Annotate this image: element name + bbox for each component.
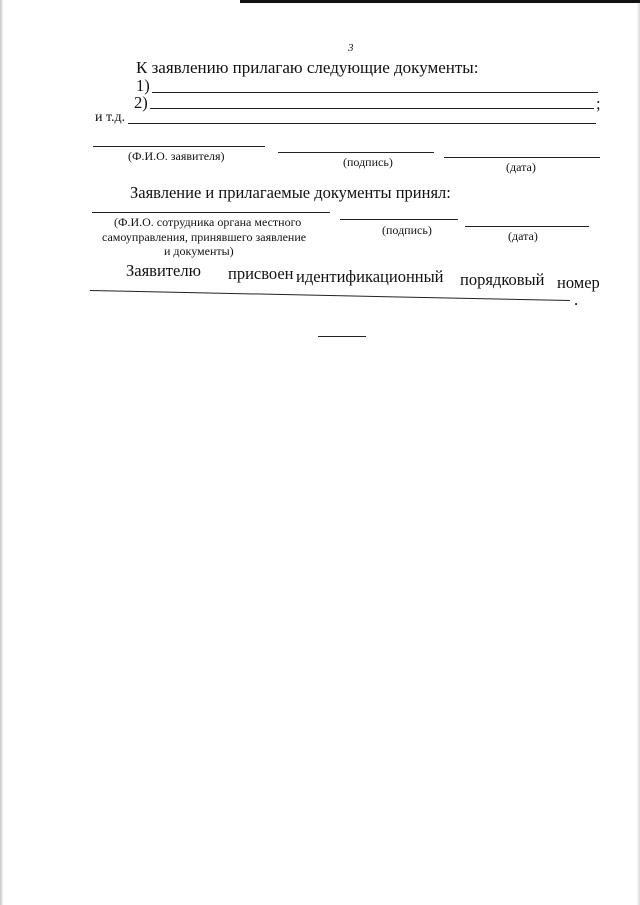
applicant-date-line — [444, 157, 600, 158]
assignment-word-3: идентификационный — [296, 267, 444, 286]
applicant-name-line — [93, 146, 265, 147]
attachments-etc: и т.д. — [95, 110, 126, 125]
attachment-item-1-line — [152, 92, 598, 93]
attachment-item-1-label: 1) — [136, 76, 150, 95]
attachment-etc-line — [128, 123, 596, 124]
official-name-line — [92, 212, 330, 213]
assignment-end-mark: . — [574, 290, 579, 309]
attachment-item-2-line — [150, 108, 594, 109]
attachment-item-2-end: ; — [596, 94, 601, 113]
applicant-signature-line — [278, 152, 434, 153]
assignment-word-2: присвоен — [228, 264, 294, 283]
attachments-heading: К заявлению прилагаю следующие документы: — [136, 58, 479, 77]
official-caption-line-2: самоуправления, принявшего заявление — [102, 230, 307, 244]
applicant-signature-caption: (подпись) — [343, 155, 393, 169]
assignment-number-line — [90, 290, 570, 301]
assignment-word-1: Заявителю — [126, 261, 201, 280]
end-separator — [318, 336, 366, 337]
official-date-line — [465, 226, 589, 227]
attachment-item-2-label: 2) — [134, 93, 148, 112]
received-heading: Заявление и прилагаемые документы принял: — [130, 183, 451, 202]
official-signature-caption: (подпись) — [382, 223, 432, 237]
applicant-name-caption: (Ф.И.О. заявителя) — [128, 149, 225, 163]
official-caption-line-1: (Ф.И.О. сотрудника органа местного — [114, 215, 302, 229]
official-date-caption: (дата) — [508, 229, 538, 243]
assignment-word-5: номер — [557, 273, 600, 292]
official-caption-line-3: и документы) — [164, 244, 234, 258]
scan-edge-top — [240, 0, 640, 3]
scan-edge-left — [0, 0, 3, 905]
assignment-word-4: порядковый — [460, 270, 545, 289]
applicant-date-caption: (дата) — [506, 160, 536, 174]
official-signature-line — [340, 219, 458, 220]
page-number: 3 — [348, 42, 354, 54]
